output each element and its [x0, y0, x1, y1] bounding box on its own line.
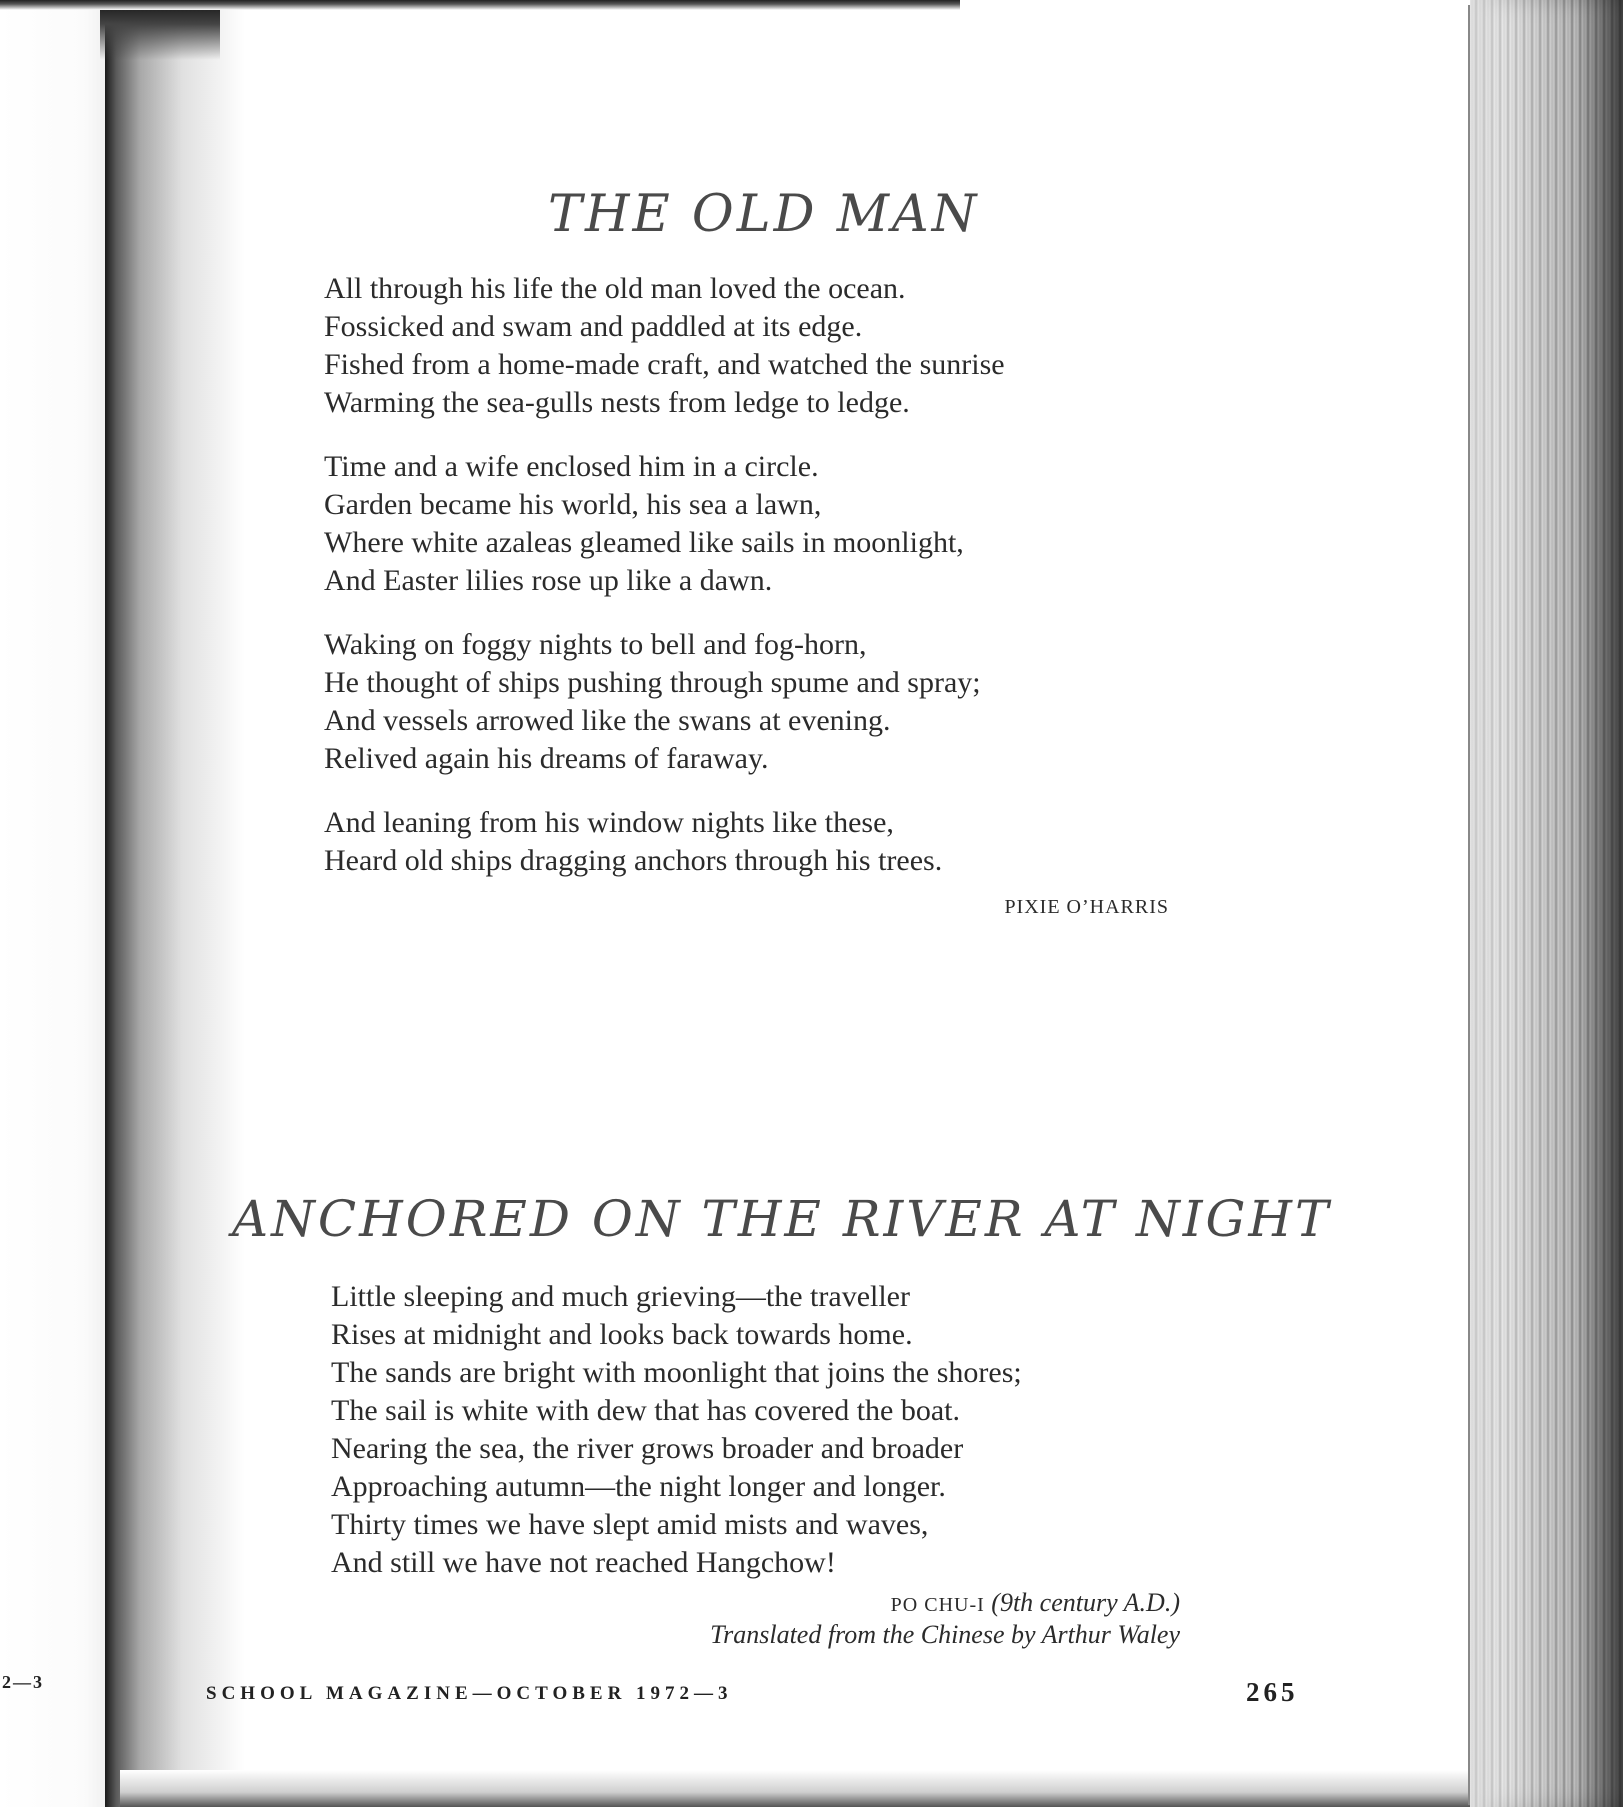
poem-line: Little sleeping and much grieving—the traveller — [331, 1280, 910, 1313]
poem-line: Time and a wife enclosed him in a circle. — [324, 450, 819, 483]
poem-line: The sail is white with dew that has covered the boat. — [331, 1394, 960, 1427]
poem-line: And leaning from his window nights like these, — [324, 806, 894, 839]
poem-line: Fossicked and swam and paddled at its edge. — [324, 310, 863, 343]
poem-line: Approaching autumn—the night longer and longer. — [331, 1470, 946, 1503]
poem-line: And vessels arrowed like the swans at evening. — [324, 704, 891, 737]
author-name: PO CHU-I — [890, 1594, 985, 1616]
poem-line: Heard old ships dragging anchors through his trees. — [324, 844, 943, 877]
poem-line: Fished from a home-made craft, and watched the sunrise — [324, 348, 1005, 381]
poem-line: Garden became his world, his sea a lawn, — [324, 488, 822, 521]
poem-line: He thought of ships pushing through spume and spray; — [324, 666, 981, 699]
poem-line: Nearing the sea, the river grows broader and broader — [331, 1432, 964, 1465]
left-page-footer: 2—3 — [2, 1672, 44, 1692]
left-page — [0, 0, 120, 1807]
poem-line: Waking on foggy nights to bell and fog-horn, — [324, 628, 867, 661]
book-gutter-shadow — [105, 0, 245, 1807]
poem-line: Rises at midnight and looks back towards home. — [331, 1318, 913, 1351]
poem-line: All through his life the old man loved the ocean. — [324, 272, 906, 305]
poem-line: Relived again his dreams of faraway. — [324, 742, 769, 775]
poem-author — [891, 1588, 1180, 1618]
page-number: 265 — [1246, 1677, 1299, 1707]
page-top-edge — [0, 0, 960, 10]
publication-footer: SCHOOL MAGAZINE—OCTOBER 1972—3 — [206, 1683, 733, 1704]
poem-line: Where white azaleas gleamed like sails in moonlight, — [324, 526, 964, 559]
poem-line: Thirty times we have slept amid mists and waves, — [331, 1508, 929, 1541]
author-date: (9th century A.D.) — [991, 1588, 1180, 1617]
poem-line: The sands are bright with moonlight that joins the shores; — [331, 1356, 1022, 1389]
translation-credit: Translated from the Chinese by Arthur Waley — [710, 1620, 1180, 1649]
poem-author: PIXIE O’HARRIS — [1004, 896, 1169, 918]
page-bottom-shadow — [120, 1770, 1470, 1807]
poem-line: Warming the sea-gulls nests from ledge to ledge. — [324, 386, 910, 419]
page-stack-shadow — [1470, 0, 1623, 1807]
poem-title: ANCHORED ON THE RIVER AT NIGHT — [232, 1190, 1332, 1248]
poem-line: And Easter lilies rose up like a dawn. — [324, 564, 773, 597]
poem-title: THE OLD MAN — [548, 185, 980, 244]
poem-line: And still we have not reached Hangchow! — [331, 1546, 836, 1579]
